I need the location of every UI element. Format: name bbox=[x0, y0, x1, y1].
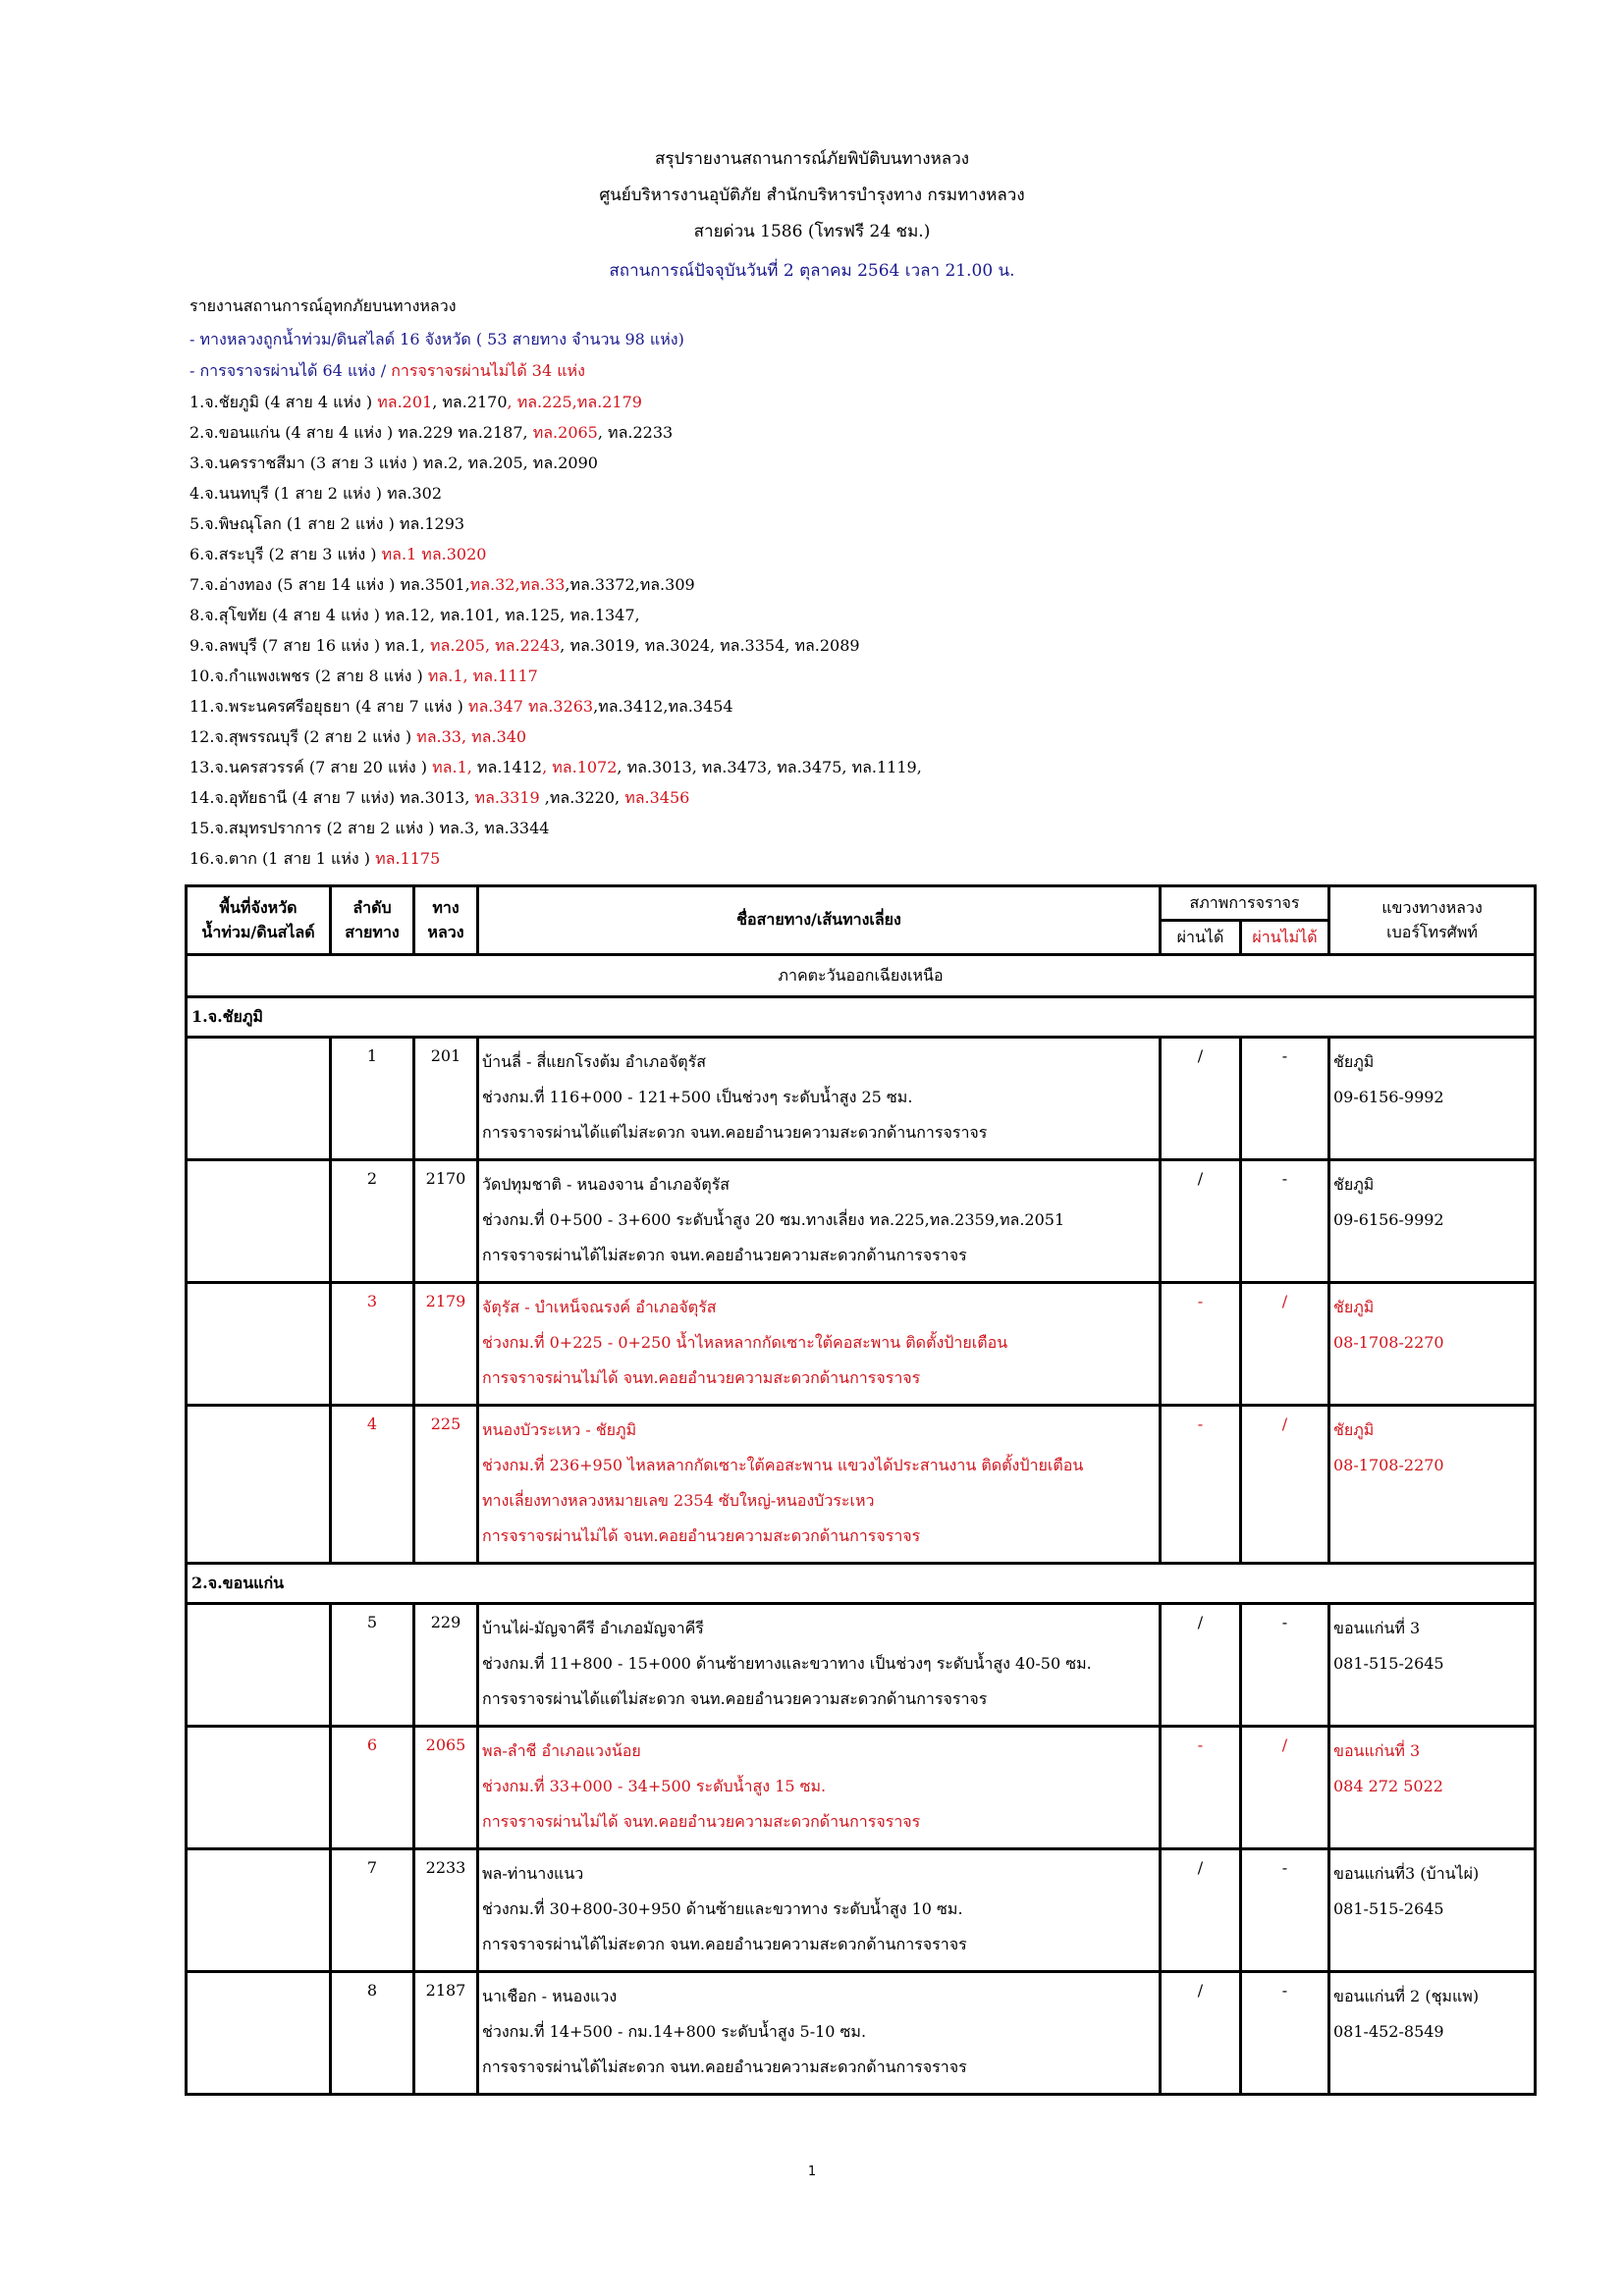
table-row bbox=[187, 1727, 1536, 1849]
province-summary-item bbox=[189, 634, 860, 659]
passable-cell: / bbox=[1161, 1849, 1241, 1972]
route-list: ทล.1293 bbox=[399, 514, 465, 533]
office-cell bbox=[1329, 1972, 1536, 2095]
province-label: 9.จ.ลพบุรี (7 สาย 16 แห่ง ) bbox=[189, 636, 386, 655]
route-detail-line: การจราจรผ่านไม่ได้ จนท.คอยอำนวยความสะดวกด้านการจราจร bbox=[482, 1812, 921, 1831]
province-summary-item bbox=[189, 725, 526, 750]
route-detail-line: ทางเลี่ยงทางหลวงหมายเลข 2354 ซับใหญ่-หนองบัวระเหว bbox=[482, 1491, 875, 1510]
header-office: แขวงทางหลวง เบอร์โทรศัพท์ bbox=[1329, 886, 1536, 955]
order-cell: 7 bbox=[331, 1849, 414, 1972]
province-label: 7.จ.อ่างทอง (5 สาย 14 แห่ง ) bbox=[189, 575, 401, 594]
route-name-cell bbox=[478, 1406, 1161, 1564]
table-row bbox=[187, 1283, 1536, 1406]
province-label: 14.จ.อุทัยธานี (4 สาย 7 แห่ง) bbox=[189, 788, 401, 807]
province-label: 2.จ.ขอนแก่น (4 สาย 4 แห่ง ) bbox=[189, 423, 399, 442]
province-label: 8.จ.สุโขทัย (4 สาย 4 แห่ง ) bbox=[189, 606, 386, 624]
table-row bbox=[187, 1406, 1536, 1564]
office-phone: 081-515-2645 bbox=[1333, 1654, 1444, 1673]
passable-cell: - bbox=[1161, 1727, 1241, 1849]
route-list: , ทล.3013, ทล.3473, ทล.3475, ทล.1119, bbox=[617, 758, 922, 776]
province-summary-item bbox=[189, 665, 538, 689]
highway-cell: 2179 bbox=[414, 1283, 478, 1406]
order-cell: 5 bbox=[331, 1604, 414, 1727]
office-phone: 09-6156-9992 bbox=[1333, 1088, 1444, 1106]
office-cell bbox=[1329, 1160, 1536, 1283]
route-list: ทล.1, bbox=[432, 758, 472, 776]
office-name: ขอนแก่นที่ 2 (ชุมแพ) bbox=[1333, 1987, 1480, 2005]
impassable-cell: / bbox=[1241, 1727, 1329, 1849]
route-list: ทล.2, ทล.205, ทล.2090 bbox=[422, 454, 598, 472]
route-detail-line: หนองบัวระเหว - ชัยภูมิ bbox=[482, 1420, 637, 1439]
route-list: ทล.1 ทล.3020 bbox=[381, 545, 487, 563]
header-passable: ผ่านได้ bbox=[1161, 921, 1241, 955]
order-cell: 1 bbox=[331, 1038, 414, 1160]
route-detail-line: พล-ท่านางแนว bbox=[482, 1864, 584, 1883]
route-detail-line: การจราจรผ่านได้แต่ไม่สะดวก จนท.คอยอำนวยความสะดวกด้านการจราจร bbox=[482, 1689, 988, 1708]
route-list: , ทล.1072 bbox=[542, 758, 618, 776]
province-label: 15.จ.สมุทรปราการ (2 สาย 2 แห่ง ) bbox=[189, 819, 440, 837]
report-subtitle: ศูนย์บริหารงานอุบัติภัย สำนักบริหารบำรุงทาง กรมทางหลวง bbox=[599, 186, 1025, 205]
route-list: ,ทล.3412,ทล.3454 bbox=[593, 697, 733, 716]
route-list: ทล.1175 bbox=[375, 849, 441, 868]
route-list: ทล.3319 bbox=[474, 788, 540, 807]
route-detail-line: พล-ลำชี อำเภอแวงน้อย bbox=[482, 1741, 641, 1760]
header-order: ลำดับ สายทาง bbox=[331, 886, 414, 955]
impassable-cell: - bbox=[1241, 1849, 1329, 1972]
province-summary-item bbox=[189, 695, 733, 720]
highway-cell: 2170 bbox=[414, 1160, 478, 1283]
province-label: 10.จ.กำแพงเพชร (2 สาย 8 แห่ง ) bbox=[189, 667, 428, 685]
route-name-cell bbox=[478, 1972, 1161, 2095]
summary-traffic bbox=[189, 359, 585, 384]
header-area: พื้นที่จังหวัด น้ำท่วม/ดินสไลด์ bbox=[187, 886, 331, 955]
table-row bbox=[187, 1038, 1536, 1160]
office-name: ขอนแก่นที่ 3 bbox=[1333, 1619, 1421, 1637]
summary-passable: - การจราจรผ่านได้ 64 แห่ง / bbox=[189, 361, 392, 380]
table-row bbox=[187, 1160, 1536, 1283]
impassable-cell: - bbox=[1241, 1038, 1329, 1160]
highway-cell: 2065 bbox=[414, 1727, 478, 1849]
impassable-cell: / bbox=[1241, 1406, 1329, 1564]
header-route-name: ชื่อสายทาง/เส้นทางเลี่ยง bbox=[478, 886, 1161, 955]
area-cell bbox=[187, 1972, 331, 2095]
route-list: ทล.3, ทล.3344 bbox=[439, 819, 550, 837]
office-cell bbox=[1329, 1849, 1536, 1972]
route-list: ทล.3013, bbox=[400, 788, 475, 807]
route-detail-line: การจราจรผ่านได้ไม่สะดวก จนท.คอยอำนวยความสะดวกด้านการจราจร bbox=[482, 2057, 967, 2076]
order-cell: 4 bbox=[331, 1406, 414, 1564]
office-name: ชัยภูมิ bbox=[1333, 1420, 1375, 1439]
province-summary-item bbox=[189, 512, 464, 537]
table-row bbox=[187, 1849, 1536, 1972]
route-list: ทล.33, ทล.340 bbox=[416, 727, 527, 746]
office-cell bbox=[1329, 1604, 1536, 1727]
route-list: ทล.347 ทล.3263 bbox=[467, 697, 594, 716]
route-detail-line: จัตุรัส - บำเหน็จณรงค์ อำเภอจัตุรัส bbox=[482, 1298, 717, 1316]
office-cell bbox=[1329, 1406, 1536, 1564]
office-name: ขอนแก่นที่ 3 bbox=[1333, 1741, 1421, 1760]
province-label: 6.จ.สระบุรี (2 สาย 3 แห่ง ) bbox=[189, 545, 382, 563]
area-cell bbox=[187, 1727, 331, 1849]
route-detail-line: ช่วงกม.ที่ 116+000 - 121+500 เป็นช่วงๆ ระดับน้ำสูง 25 ซม. bbox=[482, 1088, 913, 1106]
province-summary-item bbox=[189, 786, 689, 811]
order-cell: 2 bbox=[331, 1160, 414, 1283]
office-cell bbox=[1329, 1038, 1536, 1160]
route-list: ,ทล.3372,ทล.309 bbox=[565, 575, 695, 594]
office-phone: 08-1708-2270 bbox=[1333, 1456, 1444, 1474]
route-detail-line: การจราจรผ่านได้ไม่สะดวก จนท.คอยอำนวยความสะดวกด้านการจราจร bbox=[482, 1246, 967, 1264]
province-label: 4.จ.นนทบุรี (1 สาย 2 แห่ง ) bbox=[189, 484, 388, 503]
incident-table bbox=[185, 884, 1537, 2096]
hotline: สายด่วน 1586 (โทรฟรี 24 ชม.) bbox=[693, 222, 931, 241]
summary-affected: - ทางหลวงถูกน้ำท่วม/ดินสไลด์ 16 จังหวัด ( 53 สายทาง จำนวน 98 แห่ง) bbox=[189, 330, 684, 348]
office-cell bbox=[1329, 1283, 1536, 1406]
highway-cell: 201 bbox=[414, 1038, 478, 1160]
route-detail-line: การจราจรผ่านไม่ได้ จนท.คอยอำนวยความสะดวกด้านการจราจร bbox=[482, 1368, 921, 1387]
route-list: , ทล.225,ทล.2179 bbox=[507, 393, 642, 411]
route-name-cell bbox=[478, 1604, 1161, 1727]
highway-cell: 229 bbox=[414, 1604, 478, 1727]
summary-heading: รายงานสถานการณ์อุทกภัยบนทางหลวง bbox=[189, 296, 457, 315]
route-detail-line: บ้านไผ่-มัญจาคีรี อำเภอมัญจาคีรี bbox=[482, 1619, 704, 1637]
route-detail-line: การจราจรผ่านได้แต่ไม่สะดวก จนท.คอยอำนวยความสะดวกด้านการจราจร bbox=[482, 1123, 988, 1142]
route-list: ,ทล.3220, bbox=[539, 788, 625, 807]
page-number: 1 bbox=[807, 2164, 817, 2179]
route-list: ทล.32,ทล.33 bbox=[469, 575, 566, 594]
route-list: , ทล.3019, ทล.3024, ทล.3354, ทล.2089 bbox=[560, 636, 860, 655]
province-summary-item bbox=[189, 482, 442, 507]
office-phone: 08-1708-2270 bbox=[1333, 1333, 1444, 1352]
province-label: 13.จ.นครสวรรค์ (7 สาย 20 แห่ง ) bbox=[189, 758, 433, 776]
province-summary-item bbox=[189, 391, 642, 415]
impassable-cell: - bbox=[1241, 1160, 1329, 1283]
summary-impassable: การจราจรผ่านไม่ได้ 34 แห่ง bbox=[391, 361, 585, 380]
route-detail-line: บ้านลี่ - สี่แยกโรงต้ม อำเภอจัตุรัส bbox=[482, 1052, 706, 1071]
office-name: ชัยภูมิ bbox=[1333, 1052, 1375, 1071]
route-detail-line: การจราจรผ่านได้ไม่สะดวก จนท.คอยอำนวยความสะดวกด้านการจราจร bbox=[482, 1935, 967, 1953]
region-row: ภาคตะวันออกเฉียงเหนือ bbox=[187, 955, 1536, 997]
route-list: ทล.3501, bbox=[400, 575, 470, 594]
header-highway: ทาง หลวง bbox=[414, 886, 478, 955]
route-list: , ทล.2233 bbox=[597, 423, 674, 442]
province-summary-item bbox=[189, 543, 486, 567]
area-cell bbox=[187, 1038, 331, 1160]
route-list: ทล.2065 bbox=[532, 423, 598, 442]
province-summary-item bbox=[189, 573, 695, 598]
route-detail-line: ช่วงกม.ที่ 0+500 - 3+600 ระดับน้ำสูง 20 ซม.ทางเลี่ยง ทล.225,ทล.2359,ทล.2051 bbox=[482, 1210, 1065, 1229]
status-date: สถานการณ์ปัจจุบันวันที่ 2 ตุลาคม 2564 เวลา 21.00 น. bbox=[609, 261, 1015, 281]
route-detail-line: ช่วงกม.ที่ 14+500 - กม.14+800 ระดับน้ำสูง 5-10 ซม. bbox=[482, 2022, 867, 2041]
header-impassable: ผ่านไม่ได้ bbox=[1241, 921, 1329, 955]
passable-cell: / bbox=[1161, 1160, 1241, 1283]
order-cell: 6 bbox=[331, 1727, 414, 1849]
province-label: 11.จ.พระนครศรีอยุธยา (4 สาย 7 แห่ง ) bbox=[189, 697, 468, 716]
province-summary-item bbox=[189, 817, 549, 841]
office-phone: 081-452-8549 bbox=[1333, 2022, 1444, 2041]
table-row bbox=[187, 1604, 1536, 1727]
office-name: ชัยภูมิ bbox=[1333, 1175, 1375, 1194]
office-phone: 084 272 5022 bbox=[1333, 1777, 1443, 1795]
province-label: 3.จ.นครราชสีมา (3 สาย 3 แห่ง ) bbox=[189, 454, 423, 472]
route-list: ทล.1, bbox=[385, 636, 430, 655]
highway-cell: 2187 bbox=[414, 1972, 478, 2095]
area-cell bbox=[187, 1604, 331, 1727]
route-list: ทล.1, ทล.1117 bbox=[427, 667, 538, 685]
route-name-cell bbox=[478, 1038, 1161, 1160]
route-name-cell bbox=[478, 1283, 1161, 1406]
report-title: สรุปรายงานสถานการณ์ภัยพิบัติบนทางหลวง bbox=[654, 149, 970, 169]
table-row bbox=[187, 1972, 1536, 2095]
passable-cell: / bbox=[1161, 1038, 1241, 1160]
passable-cell: / bbox=[1161, 1604, 1241, 1727]
route-detail-line: ช่วงกม.ที่ 0+225 - 0+250 น้ำไหลหลากกัดเซาะใต้คอสะพาน ติดตั้งป้ายเตือน bbox=[482, 1333, 1008, 1352]
route-list: ทล.2170 bbox=[442, 393, 508, 411]
route-detail-line: การจราจรผ่านไม่ได้ จนท.คอยอำนวยความสะดวกด้านการจราจร bbox=[482, 1526, 921, 1545]
route-name-cell bbox=[478, 1727, 1161, 1849]
province-label: 12.จ.สุพรรณบุรี (2 สาย 2 แห่ง ) bbox=[189, 727, 417, 746]
passable-cell: - bbox=[1161, 1283, 1241, 1406]
impassable-cell: - bbox=[1241, 1972, 1329, 2095]
province-summary-item bbox=[189, 756, 922, 780]
header-traffic: สภาพการจราจร bbox=[1161, 886, 1329, 921]
office-cell bbox=[1329, 1727, 1536, 1849]
highway-cell: 2233 bbox=[414, 1849, 478, 1972]
area-cell bbox=[187, 1283, 331, 1406]
route-detail-line: นาเชือก - หนองแวง bbox=[482, 1987, 618, 2005]
route-name-cell bbox=[478, 1160, 1161, 1283]
passable-cell: / bbox=[1161, 1972, 1241, 2095]
route-list: ทล.229 ทล.2187, bbox=[398, 423, 533, 442]
route-detail-line: ช่วงกม.ที่ 11+800 - 15+000 ด้านซ้ายทางและขวาทาง เป็นช่วงๆ ระดับน้ำสูง 40-50 ซม. bbox=[482, 1654, 1092, 1673]
office-name: ชัยภูมิ bbox=[1333, 1298, 1375, 1316]
province-row: 2.จ.ขอนแก่น bbox=[187, 1564, 1536, 1604]
route-list: ทล.3456 bbox=[624, 788, 690, 807]
order-cell: 8 bbox=[331, 1972, 414, 2095]
route-detail-line: วัดปทุมชาติ - หนองจาน อำเภอจัตุรัส bbox=[482, 1175, 731, 1194]
impassable-cell: - bbox=[1241, 1604, 1329, 1727]
impassable-cell: / bbox=[1241, 1283, 1329, 1406]
route-list: ทล.302 bbox=[387, 484, 443, 503]
route-detail-line: ช่วงกม.ที่ 236+950 ไหลหลากกัดเซาะใต้คอสะพาน แขวงได้ประสานงาน ติดตั้งป้ายเตือน bbox=[482, 1456, 1084, 1474]
province-summary-item bbox=[189, 421, 673, 446]
province-summary-item bbox=[189, 604, 640, 628]
highway-cell: 225 bbox=[414, 1406, 478, 1564]
province-label: 16.จ.ตาก (1 สาย 1 แห่ง ) bbox=[189, 849, 376, 868]
route-detail-line: ช่วงกม.ที่ 30+800-30+950 ด้านซ้ายและขวาทาง ระดับน้ำสูง 10 ซม. bbox=[482, 1899, 963, 1918]
province-summary-item bbox=[189, 452, 598, 476]
route-list: ทล.1412 bbox=[471, 758, 543, 776]
province-summary-item bbox=[189, 847, 440, 872]
route-list: , bbox=[432, 393, 443, 411]
area-cell bbox=[187, 1160, 331, 1283]
office-name: ขอนแก่นที่3 (บ้านไผ่) bbox=[1333, 1864, 1480, 1883]
area-cell bbox=[187, 1406, 331, 1564]
route-list: ทล.201 bbox=[377, 393, 433, 411]
route-list: ทล.12, ทล.101, ทล.125, ทล.1347, bbox=[385, 606, 640, 624]
route-detail-line: ช่วงกม.ที่ 33+000 - 34+500 ระดับน้ำสูง 15 ซม. bbox=[482, 1777, 827, 1795]
order-cell: 3 bbox=[331, 1283, 414, 1406]
area-cell bbox=[187, 1849, 331, 1972]
route-name-cell bbox=[478, 1849, 1161, 1972]
province-row: 1.จ.ชัยภูมิ bbox=[187, 997, 1536, 1038]
office-phone: 09-6156-9992 bbox=[1333, 1210, 1444, 1229]
province-label: 5.จ.พิษณุโลก (1 สาย 2 แห่ง ) bbox=[189, 514, 400, 533]
province-label: 1.จ.ชัยภูมิ (4 สาย 4 แห่ง ) bbox=[189, 393, 378, 411]
office-phone: 081-515-2645 bbox=[1333, 1899, 1444, 1918]
route-list: ทล.205, ทล.2243 bbox=[429, 636, 561, 655]
passable-cell: - bbox=[1161, 1406, 1241, 1564]
